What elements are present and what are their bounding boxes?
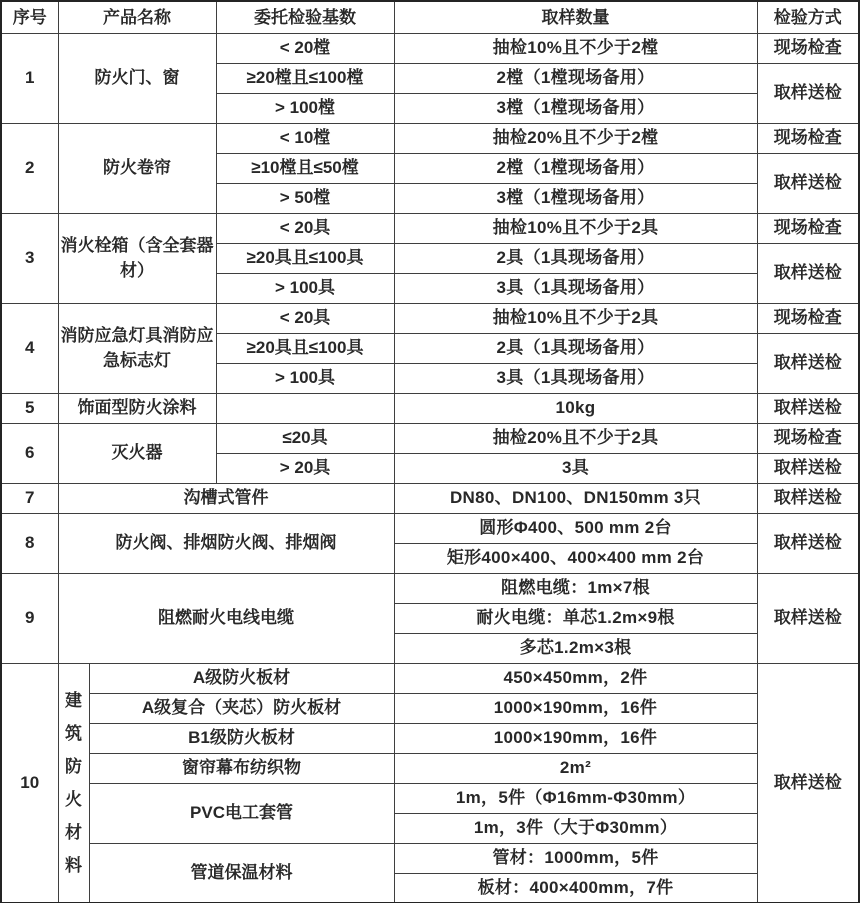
sample-2-1: 抽检20%且不少于2樘 xyxy=(394,123,757,153)
method-8: 取样送检 xyxy=(757,513,859,573)
sample-10-1: 450×450mm，2件 xyxy=(394,663,757,693)
base-6-2: > 20具 xyxy=(216,453,394,483)
base-2-3: > 50樘 xyxy=(216,183,394,213)
product-name-1: 防火门、窗 xyxy=(58,33,216,123)
sample-4-3: 3具（1具现场备用） xyxy=(394,363,757,393)
row-no-10: 10 xyxy=(1,663,58,903)
method-3-2: 取样送检 xyxy=(757,243,859,303)
product-name-10-5: PVC电工套管 xyxy=(89,783,394,843)
method-10: 取样送检 xyxy=(757,663,859,903)
sample-10-8: 板材：400×400mm，7件 xyxy=(394,873,757,903)
method-2-2: 取样送检 xyxy=(757,153,859,213)
table-row xyxy=(1,123,859,153)
method-6-1: 现场检查 xyxy=(757,423,859,453)
product-name-10-1: A级防火板材 xyxy=(89,663,394,693)
table-row xyxy=(1,303,859,333)
sample-4-2: 2具（1具现场备用） xyxy=(394,333,757,363)
header-row xyxy=(1,1,859,33)
row-no-5: 5 xyxy=(1,393,58,423)
product-name-4: 消防应急灯具消防应急标志灯 xyxy=(58,303,216,393)
row-no-3: 3 xyxy=(1,213,58,303)
product-name-10-6: 管道保温材料 xyxy=(89,843,394,903)
base-3-2: ≥20具且≤100具 xyxy=(216,243,394,273)
sample-7: DN80、DN100、DN150mm 3只 xyxy=(394,483,757,513)
product-name-3: 消火栓箱（含全套器材） xyxy=(58,213,216,303)
col-header-method: 检验方式 xyxy=(757,1,859,33)
product-name-7: 沟槽式管件 xyxy=(58,483,394,513)
col-header-no: 序号 xyxy=(1,1,58,33)
sample-8-1: 圆形Φ400、500 mm 2台 xyxy=(394,513,757,543)
product-name-9: 阻燃耐火电线电缆 xyxy=(58,573,394,663)
category-label-10: 建筑防火材料 xyxy=(58,663,89,903)
method-3-1: 现场检查 xyxy=(757,213,859,243)
sample-3-1: 抽检10%且不少于2具 xyxy=(394,213,757,243)
sample-10-6: 1m，3件（大于Φ30mm） xyxy=(394,813,757,843)
row-no-9: 9 xyxy=(1,573,58,663)
product-name-10-4: 窗帘幕布纺织物 xyxy=(89,753,394,783)
product-name-6: 灭火器 xyxy=(58,423,216,483)
method-1-2: 取样送检 xyxy=(757,63,859,123)
sample-3-2: 2具（1具现场备用） xyxy=(394,243,757,273)
method-9: 取样送检 xyxy=(757,573,859,663)
sample-10-4: 2m² xyxy=(394,753,757,783)
product-name-10-3: B1级防火板材 xyxy=(89,723,394,753)
base-1-2: ≥20樘且≤100樘 xyxy=(216,63,394,93)
row-no-2: 2 xyxy=(1,123,58,213)
row-no-6: 6 xyxy=(1,423,58,483)
base-5 xyxy=(216,393,394,423)
sample-4-1: 抽检10%且不少于2具 xyxy=(394,303,757,333)
sample-2-2: 2樘（1樘现场备用） xyxy=(394,153,757,183)
table-row xyxy=(1,843,859,873)
base-1-3: > 100樘 xyxy=(216,93,394,123)
sample-10-7: 管材：1000mm，5件 xyxy=(394,843,757,873)
table-row xyxy=(1,423,859,453)
row-no-7: 7 xyxy=(1,483,58,513)
base-4-1: < 20具 xyxy=(216,303,394,333)
sample-6-1: 抽检20%且不少于2具 xyxy=(394,423,757,453)
product-name-8: 防火阀、排烟防火阀、排烟阀 xyxy=(58,513,394,573)
base-2-2: ≥10樘且≤50樘 xyxy=(216,153,394,183)
product-name-5: 饰面型防火涂料 xyxy=(58,393,216,423)
sample-10-2: 1000×190mm，16件 xyxy=(394,693,757,723)
table-row xyxy=(1,783,859,813)
row-no-8: 8 xyxy=(1,513,58,573)
base-2-1: < 10樘 xyxy=(216,123,394,153)
sample-5: 10kg xyxy=(394,393,757,423)
method-4-2: 取样送检 xyxy=(757,333,859,393)
row-no-1: 1 xyxy=(1,33,58,123)
method-4-1: 现场检查 xyxy=(757,303,859,333)
table-row xyxy=(1,573,859,603)
sample-10-5: 1m，5件（Φ16mm-Φ30mm） xyxy=(394,783,757,813)
method-7: 取样送检 xyxy=(757,483,859,513)
row-no-4: 4 xyxy=(1,303,58,393)
table-row xyxy=(1,693,859,723)
base-6-1: ≤20具 xyxy=(216,423,394,453)
method-2-1: 现场检查 xyxy=(757,123,859,153)
base-3-1: < 20具 xyxy=(216,213,394,243)
sample-6-2: 3具 xyxy=(394,453,757,483)
method-1-1: 现场检查 xyxy=(757,33,859,63)
table-row xyxy=(1,663,859,693)
method-6-2: 取样送检 xyxy=(757,453,859,483)
col-header-sample: 取样数量 xyxy=(394,1,757,33)
base-1-1: < 20樘 xyxy=(216,33,394,63)
base-4-2: ≥20具且≤100具 xyxy=(216,333,394,363)
sample-2-3: 3樘（1樘现场备用） xyxy=(394,183,757,213)
table-row xyxy=(1,483,859,513)
table-row xyxy=(1,393,859,423)
base-3-3: > 100具 xyxy=(216,273,394,303)
table-row xyxy=(1,513,859,543)
sample-10-3: 1000×190mm，16件 xyxy=(394,723,757,753)
table-row xyxy=(1,753,859,783)
sample-1-2: 2樘（1樘现场备用） xyxy=(394,63,757,93)
sample-8-2: 矩形400×400、400×400 mm 2台 xyxy=(394,543,757,573)
product-name-2: 防火卷帘 xyxy=(58,123,216,213)
table-row xyxy=(1,723,859,753)
sample-1-1: 抽检10%且不少于2樘 xyxy=(394,33,757,63)
base-4-3: > 100具 xyxy=(216,363,394,393)
table-row xyxy=(1,33,859,63)
product-name-10-2: A级复合（夹芯）防火板材 xyxy=(89,693,394,723)
sample-3-3: 3具（1具现场备用） xyxy=(394,273,757,303)
method-5: 取样送检 xyxy=(757,393,859,423)
col-header-product: 产品名称 xyxy=(58,1,216,33)
sample-9-3: 多芯1.2m×3根 xyxy=(394,633,757,663)
table-row xyxy=(1,213,859,243)
sample-1-3: 3樘（1樘现场备用） xyxy=(394,93,757,123)
col-header-base: 委托检验基数 xyxy=(216,1,394,33)
sample-9-2: 耐火电缆：单芯1.2m×9根 xyxy=(394,603,757,633)
sample-9-1: 阻燃电缆：1m×7根 xyxy=(394,573,757,603)
